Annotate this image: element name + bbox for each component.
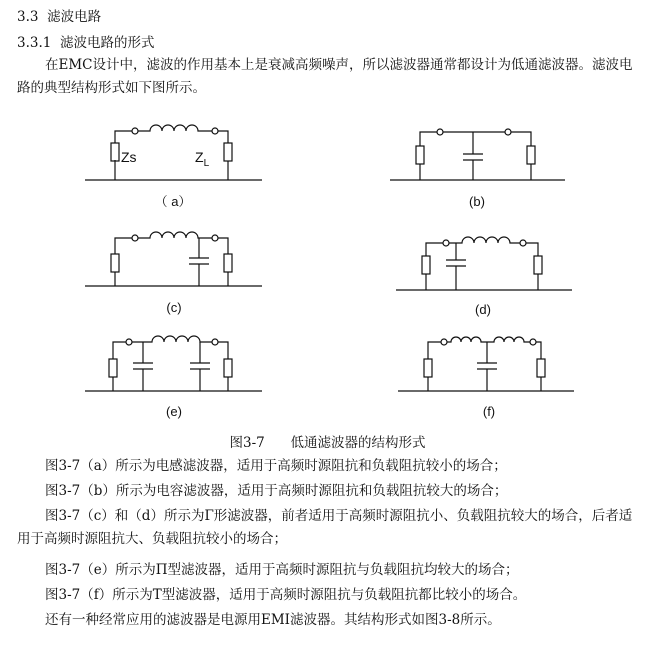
source-resistor [424, 359, 432, 377]
filter-figure [0, 110, 655, 428]
section-heading [17, 5, 101, 25]
inductor [138, 232, 212, 238]
inductor [132, 336, 212, 342]
closing-paragraph: 还有一种经常应用的滤波器是电源用EMI滤波器。其结构形式如图3-8所示。 [45, 612, 501, 628]
load-resistor [224, 254, 232, 272]
capacitor [446, 243, 466, 290]
node-circle [132, 128, 138, 134]
section-title: 滤波电路 [47, 9, 102, 25]
label-f: (f) [482, 404, 496, 419]
inductor [138, 125, 212, 131]
intro-paragraph: 在EMC设计中，滤波的作用基本上是衰减高频噪声，所以滤波器通常都设计为低通滤波器。滤波电路的典型结构形式如下图所示。 [17, 57, 633, 96]
source-resistor [111, 143, 119, 161]
item-a: 图3-7（a）所示为电感滤波器，适用于高频时源阻抗和负载阻抗较小的场合； [45, 458, 507, 474]
zl-label: $Z_L$ [195, 149, 210, 169]
label-a: （ a） [154, 194, 192, 209]
circuit-c [85, 232, 262, 286]
subsection-title: 滤波电路的形式 [59, 35, 155, 51]
item-cd: 图3-7（c）和（d）所示为Γ形滤波器，前者适用于高频时源阻抗小、负载阻抗较大的场合，后者适用于高频时源阻抗大、负载阻抗较小的场合； [17, 508, 633, 547]
source-resistor [111, 254, 119, 272]
figure-caption [0, 431, 655, 451]
item-e: 图3-7（e）所示为Π型滤波器，适用于高频时源阻抗与负载阻抗均较大的场合； [45, 562, 519, 578]
capacitor [463, 132, 483, 180]
capacitor [190, 342, 210, 391]
label-e: (e) [166, 404, 182, 419]
caption-number: 图3-7 [229, 435, 265, 451]
subsection-number: 3.3.1 [17, 35, 52, 51]
load-resistor [534, 256, 542, 274]
label-d: (d) [475, 302, 491, 317]
section-number: 3.3 [17, 9, 39, 25]
source-resistor [109, 359, 117, 377]
caption-text: 低通滤波器的结构形式 [290, 435, 426, 451]
load-resistor [527, 146, 535, 164]
label-b: (b) [469, 194, 485, 209]
subsection-heading [17, 31, 154, 51]
circuit-a [85, 125, 262, 180]
label-c: (c) [166, 300, 182, 315]
item-b: 图3-7（b）所示为电容滤波器，适用于高频时源阻抗和负载阻抗较大的场合； [45, 483, 508, 499]
inductor [447, 337, 530, 342]
load-resistor [224, 143, 232, 161]
source-resistor [422, 256, 430, 274]
source-resistor [416, 146, 424, 164]
circuit-b [390, 129, 565, 180]
load-resistor [224, 359, 232, 377]
node-circle [212, 128, 218, 134]
zs-label: Zs [121, 149, 137, 165]
capacitor [477, 342, 497, 391]
capacitor [133, 342, 153, 391]
item-f: 图3-7（f）所示为T型滤波器，适用于高频时源阻抗与负载阻抗都比较小的场合。 [45, 587, 527, 603]
load-resistor [537, 359, 545, 377]
circuit-d [396, 237, 572, 290]
circuit-f [398, 337, 574, 391]
circuit-e [85, 336, 262, 391]
inductor [449, 237, 520, 243]
capacitor [189, 238, 209, 286]
